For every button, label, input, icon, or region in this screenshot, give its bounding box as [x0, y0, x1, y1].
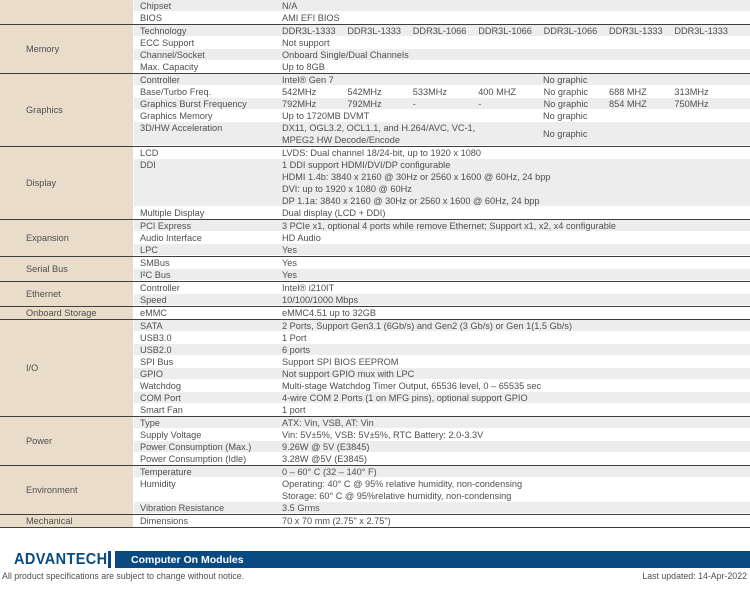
- spec-section: [0, 281, 750, 306]
- category-label: Mechanical: [0, 515, 134, 527]
- spec-value: [282, 269, 750, 281]
- spec-row: [134, 368, 750, 380]
- spec-value-text: Support SPI BIOS EEPROM: [282, 357, 399, 367]
- spec-property-label: Type: [140, 418, 160, 428]
- spec-value-col: DDR3L-1333: [609, 26, 663, 36]
- spec-value: [282, 61, 750, 73]
- spec-row: [134, 25, 750, 37]
- spec-value-col: 542MHz: [282, 87, 317, 97]
- spec-value: [282, 466, 750, 478]
- spec-section: [0, 0, 750, 24]
- spec-value-text: 0 – 60° C (32 – 140° F): [282, 467, 377, 477]
- spec-property-label: Supply Voltage: [140, 430, 202, 440]
- spec-value-col: 792MHz: [282, 99, 317, 109]
- banner-bar: [115, 551, 750, 568]
- spec-row: [134, 207, 750, 219]
- spec-value-line: DX11, OGL3.2, OCL1.1, and H.264/AVC, VC-1,: [282, 123, 476, 133]
- spec-value: [282, 49, 750, 61]
- spec-row: [134, 478, 750, 502]
- category-label: Ethernet: [0, 282, 134, 306]
- spec-value-col: DDR3L-1333: [674, 26, 729, 36]
- spec-row: [134, 294, 750, 306]
- category-label: Memory: [0, 25, 134, 73]
- spec-value: [282, 122, 750, 146]
- spec-value-text: 9.26W @ 5V (E3845): [282, 442, 370, 452]
- spec-row: [134, 122, 750, 146]
- spec-property-label: eMMC: [140, 308, 168, 318]
- spec-value: [282, 356, 750, 368]
- spec-section: [0, 24, 750, 73]
- spec-value-col: DDR3L-1333: [282, 26, 336, 36]
- spec-value-text: Up to 1720MB DVMT: [282, 111, 370, 121]
- spec-property-label: Base/Turbo Freq.: [140, 87, 212, 97]
- spec-property-label: Temperature: [140, 467, 192, 477]
- banner-title: Computer On Modules: [131, 553, 244, 566]
- spec-value: [282, 478, 750, 502]
- spec-row: [134, 356, 750, 368]
- spec-row: [134, 147, 750, 159]
- spec-row: [134, 380, 750, 392]
- spec-property-label: COM Port: [140, 393, 181, 403]
- spec-value-line: HDMI 1.4b: 3840 x 2160 @ 30Hz or 2560 x 1600 @ 60Hz, 24 bpp: [282, 172, 551, 182]
- spec-row: [134, 332, 750, 344]
- spec-property-label: Multiple Display: [140, 208, 205, 218]
- spec-value-line: MPEG2 HW Decode/Encode: [282, 135, 400, 145]
- footer: [0, 551, 750, 568]
- spec-property-label: Audio Interface: [140, 233, 202, 243]
- spec-row: [134, 49, 750, 61]
- no-graphic-note: No graphic: [543, 129, 588, 139]
- spec-value: [282, 220, 750, 232]
- spec-section: [0, 465, 750, 514]
- spec-row: [134, 417, 750, 429]
- spec-value: [282, 441, 750, 453]
- spec-row: [134, 282, 750, 294]
- spec-value-text: Vin: 5V±5%, VSB: 5V±5%, RTC Battery: 2.0-3.3V: [282, 430, 484, 440]
- spec-row: [134, 441, 750, 453]
- spec-property-label: PCI Express: [140, 221, 192, 231]
- spec-property-label: USB3.0: [140, 333, 172, 343]
- spec-value-text: Not support: [282, 38, 330, 48]
- spec-value-col: 750MHz: [674, 99, 709, 109]
- section-rows: [134, 257, 750, 281]
- advantech-logo-text: ADVANTECH: [14, 551, 108, 568]
- spec-section: [0, 306, 750, 319]
- spec-property-label: Power Consumption (Idle): [140, 454, 247, 464]
- spec-value-line: 1 DDI support HDMI/DVI/DP configurable: [282, 160, 451, 170]
- spec-property-label: Speed: [140, 295, 167, 305]
- category-label: Serial Bus: [0, 257, 134, 281]
- spec-value-col: 688 MHZ: [609, 87, 647, 97]
- spec-row: [134, 232, 750, 244]
- spec-value-col: 854 MHZ: [609, 99, 647, 109]
- spec-section: [0, 146, 750, 219]
- section-rows: [134, 515, 750, 527]
- spec-value: [282, 12, 750, 24]
- spec-value: [282, 380, 750, 392]
- spec-value-col: -: [478, 99, 482, 109]
- spec-property-label: Power Consumption (Max.): [140, 442, 252, 452]
- spec-row: [134, 37, 750, 49]
- section-rows: [134, 25, 750, 73]
- spec-value-text: Onboard Single/Dual Channels: [282, 50, 409, 60]
- spec-property-label: BIOS: [140, 13, 162, 23]
- section-rows: [134, 0, 750, 24]
- spec-section: [0, 319, 750, 416]
- spec-value-text: 70 x 70 mm (2.75" x 2.75"): [282, 516, 391, 526]
- section-rows: [134, 320, 750, 416]
- spec-section: [0, 416, 750, 465]
- spec-value-text: Yes: [282, 245, 297, 255]
- spec-value-col: 313MHz: [674, 87, 709, 97]
- no-graphic-note: No graphic: [543, 75, 588, 85]
- spec-value: [282, 37, 750, 49]
- spec-property-label: SPI Bus: [140, 357, 174, 367]
- spec-property-label: ECC Support: [140, 38, 195, 48]
- spec-value: [282, 453, 750, 465]
- spec-property-label: Controller: [140, 283, 180, 293]
- spec-value: [282, 110, 750, 122]
- section-rows: [134, 74, 750, 146]
- spec-row: [134, 86, 750, 98]
- spec-value: [282, 404, 750, 416]
- spec-property-label: Channel/Socket: [140, 50, 205, 60]
- spec-value: [282, 147, 750, 159]
- spec-value-text: 3 PCIe x1, optional 4 ports while remove Ethernet; Support x1, x2, x4 configurable: [282, 221, 616, 231]
- spec-value: [282, 25, 750, 37]
- spec-property-label: SMBus: [140, 258, 170, 268]
- spec-row: [134, 61, 750, 73]
- spec-property-label: Smart Fan: [140, 405, 183, 415]
- spec-property-label: Chipset: [140, 1, 172, 11]
- spec-row: [134, 429, 750, 441]
- spec-value-col: 400 MHZ: [478, 87, 516, 97]
- spec-value: [282, 502, 750, 514]
- spec-row: [134, 98, 750, 110]
- spec-property-label: DDI: [140, 160, 156, 170]
- spec-property-label: SATA: [140, 321, 163, 331]
- spec-property-label: LPC: [140, 245, 158, 255]
- section-rows: [134, 282, 750, 306]
- section-rows: [134, 307, 750, 319]
- spec-row: [134, 404, 750, 416]
- category-label: Expansion: [0, 220, 134, 256]
- spec-value: [282, 429, 750, 441]
- disclaimer-text: All product specifications are subject to change without notice.: [2, 571, 245, 581]
- spec-value-text: AMI EFI BIOS: [282, 13, 340, 23]
- spec-property-label: LCD: [140, 148, 159, 158]
- spec-value: [282, 307, 750, 319]
- spec-section: [0, 219, 750, 256]
- spec-value: [282, 515, 750, 527]
- spec-value-col: DDR3L-1066: [543, 26, 598, 36]
- category-label: Environment: [0, 466, 134, 514]
- spec-value-text: 10/100/1000 Mbps: [282, 295, 359, 305]
- spec-property-label: USB2.0: [140, 345, 172, 355]
- spec-value-col: DDR3L-1066: [412, 26, 467, 36]
- spec-value: [282, 86, 750, 98]
- spec-row: [134, 344, 750, 356]
- spec-value-col: DDR3L-1066: [478, 26, 532, 36]
- spec-value: [282, 159, 750, 207]
- spec-value-text: 3.5 Grms: [282, 503, 320, 513]
- section-rows: [134, 466, 750, 514]
- spec-value-col: -: [412, 99, 416, 109]
- spec-row: [134, 307, 750, 319]
- spec-value-col: 533MHz: [412, 87, 448, 97]
- spec-property-label: GPIO: [140, 369, 163, 379]
- category-label: Onboard Storage: [0, 307, 134, 319]
- spec-section: [0, 256, 750, 281]
- spec-value-text: 6 ports: [282, 345, 311, 355]
- spec-row: [134, 244, 750, 256]
- spec-row: [134, 515, 750, 527]
- spec-value-text: Up to 8GB: [282, 62, 325, 72]
- spec-row: [134, 110, 750, 122]
- spec-value-text: eMMC4.51 up to 32GB: [282, 308, 376, 318]
- spec-value: [282, 232, 750, 244]
- spec-value: [282, 417, 750, 429]
- spec-property-label: Graphics Memory: [140, 111, 213, 121]
- spec-value: [282, 332, 750, 344]
- spec-value-text: LVDS: Dual channel 18/24-bit, up to 1920 x 1080: [282, 148, 482, 158]
- category-label: I/O: [0, 320, 134, 416]
- spec-value-text: 3.28W @5V (E3845): [282, 454, 367, 464]
- spec-property-label: Technology: [140, 26, 187, 36]
- category-label: Power: [0, 417, 134, 465]
- no-graphic-note: No graphic: [543, 111, 588, 121]
- spec-value: [282, 294, 750, 306]
- spec-value: [282, 257, 750, 269]
- spec-value-text: Dual display (LCD + DDI): [282, 208, 386, 218]
- spec-row: [134, 392, 750, 404]
- spec-property-label: 3D/HW Acceleration: [140, 123, 223, 133]
- spec-value-text: 2 Ports, Support Gen3.1 (6Gb/s) and Gen2 (3 Gb/s) or Gen 1(1.5 Gb/s): [282, 321, 573, 331]
- spec-row: [134, 269, 750, 281]
- spec-value-text: 1 Port: [282, 333, 307, 343]
- section-rows: [134, 417, 750, 465]
- category-label: [0, 0, 134, 24]
- spec-row: [134, 0, 750, 12]
- section-rows: [134, 220, 750, 256]
- spec-property-label: I²C Bus: [140, 270, 171, 280]
- logo-separator: [108, 551, 111, 568]
- spec-row: [134, 12, 750, 24]
- spec-value-text: Multi-stage Watchdog Timer Output, 65536 level, 0 – 65535 sec: [282, 381, 542, 391]
- spec-value: [282, 368, 750, 380]
- spec-value-text: HD Audio: [282, 233, 321, 243]
- category-label: Display: [0, 147, 134, 219]
- section-rows: [134, 147, 750, 219]
- spec-row: [134, 159, 750, 207]
- spec-value-line: DVI: up to 1920 x 1080 @ 60Hz: [282, 184, 412, 194]
- spec-value-col: No graphic: [543, 87, 589, 97]
- spec-value-line: Operating: 40° C @ 95% relative humidity, non-condensing: [282, 479, 523, 489]
- spec-value-text: N/A: [282, 1, 298, 11]
- advantech-logo: [14, 551, 108, 568]
- spec-property-label: Graphics Burst Frequency: [140, 99, 247, 109]
- spec-value: [282, 98, 750, 110]
- spec-value: [282, 0, 750, 12]
- spec-property-label: Controller: [140, 75, 180, 85]
- spec-section: [0, 73, 750, 146]
- spec-value: [282, 74, 750, 86]
- spec-property-label: Watchdog: [140, 381, 182, 391]
- spec-row: [134, 257, 750, 269]
- spec-value-col: 792MHz: [347, 99, 382, 109]
- spec-value: [282, 344, 750, 356]
- spec-value-col: DDR3L-1333: [347, 26, 402, 36]
- spec-value-text: Intel® i210IT: [282, 283, 335, 293]
- spec-value: [282, 244, 750, 256]
- spec-value: [282, 392, 750, 404]
- spec-value-col: No graphic: [543, 99, 589, 109]
- spec-value-text: Intel® Gen 7: [282, 75, 334, 85]
- spec-value-text: Yes: [282, 270, 297, 280]
- spec-row: [134, 453, 750, 465]
- spec-value: [282, 282, 750, 294]
- spec-value-col: 542MHz: [347, 87, 382, 97]
- spec-value-line: Storage: 60° C @ 95%relative humidity, non-condensing: [282, 491, 512, 501]
- spec-value-line: DP 1.1a: 3840 x 2160 @ 30Hz or 2560 x 1600 @ 60Hz, 24 bpp: [282, 196, 540, 206]
- spec-value: [282, 320, 750, 332]
- spec-value: [282, 207, 750, 219]
- spec-row: [134, 320, 750, 332]
- spec-value-text: ATX: Vin, VSB, AT: Vin: [282, 418, 374, 428]
- spec-value-text: 1 port: [282, 405, 306, 415]
- spec-row: [134, 74, 750, 86]
- last-updated-text: Last updated: 14-Apr-2022: [642, 571, 747, 581]
- spec-row: [134, 466, 750, 478]
- spec-property-label: Max. Capacity: [140, 62, 199, 72]
- spec-row: [134, 220, 750, 232]
- spec-value-text: Yes: [282, 258, 297, 268]
- spec-value-text: Not support GPIO mux with LPC: [282, 369, 415, 379]
- category-label: Graphics: [0, 74, 134, 146]
- spec-property-label: Humidity: [140, 479, 176, 489]
- spec-value-text: 4-wire COM 2 Ports (1 on MFG pins), optional support GPIO: [282, 393, 528, 403]
- spec-property-label: Dimensions: [140, 516, 188, 526]
- spec-property-label: Vibration Resistance: [140, 503, 225, 513]
- spec-section: [0, 514, 750, 527]
- spec-row: [134, 502, 750, 514]
